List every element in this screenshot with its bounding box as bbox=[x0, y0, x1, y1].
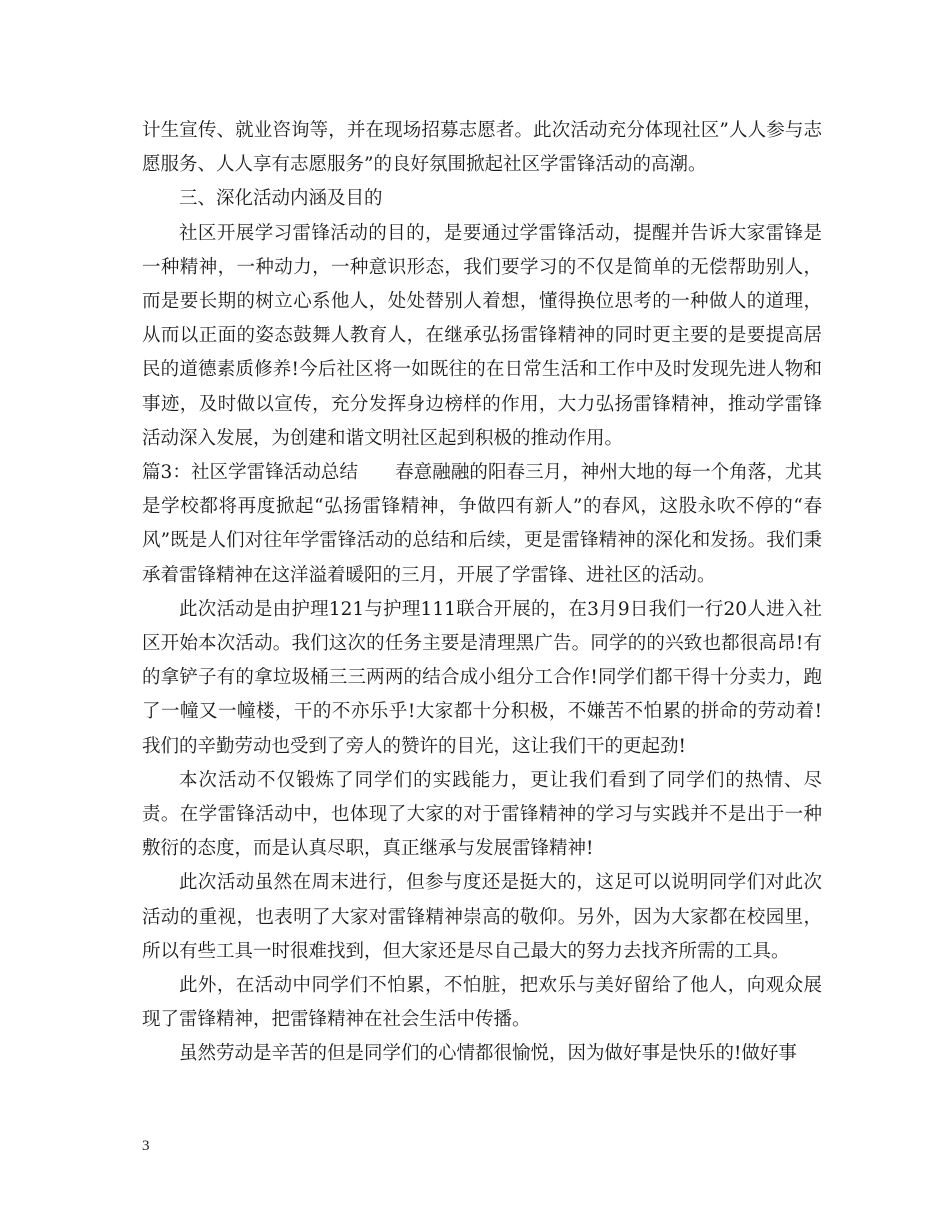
paragraph: 此次活动是由护理121与护理111联合开展的，在3月9日我们一行20人进入社区开始本次活动。我们这次的任务主要是清理黑广告。同学的的兴致也都很高昂!有的拿铲子有的拿垃圾桶三三两两的结合成小组分工合作!同学们都干得十分卖力，跑了一幢又一幢楼，干的不亦乐乎!大家都十分积极，不嫌苦不怕累的拼命的劳动着!我们的辛勤劳动也受到了旁人的赞许的目光，这让我们干的更起劲! bbox=[142, 598, 822, 757]
paragraph: 本次活动不仅锻炼了同学们的实践能力，更让我们看到了同学们的热情、尽责。在学雷锋活动中，也体现了大家的对于雷锋精神的学习与实践并不是出于一种敷衍的态度，而是认真尽职，真正继承与发展雷锋精神! bbox=[142, 769, 822, 860]
page-number: 3 bbox=[142, 1138, 150, 1154]
paragraph: 此外，在活动中同学们不怕累，不怕脏，把欢乐与美好留给了他人，向观众展现了雷锋精神，把雷锋精神在社会生活中传播。 bbox=[142, 975, 822, 1031]
paragraph: 社区开展学习雷锋活动的目的，是要通过学雷锋活动，提醒并告诉大家雷锋是一种精神，一种动力，一种意识形态，我们要学习的不仅是简单的无偿帮助别人，而是要长期的树立心系他人，处处替别人着想，懂得换位思考的一种做人的道理，从而以正面的姿态鼓舞人教育人，在继承弘扬雷锋精神的同时更主要的是要提高居民的道德素质修养!今后社区将一如既往的在日常生活和工作中及时发现先进人物和事迹，及时做以宣传，充分发挥身边榜样的作用，大力弘扬雷锋精神，推动学雷锋活动深入发展，为创建和谐文明社区起到积极的推动作用。 bbox=[142, 222, 822, 449]
paragraph: 虽然劳动是辛苦的但是同学们的心情都很愉悦，因为做好事是快乐的!做好事 bbox=[179, 1043, 797, 1065]
document-body bbox=[142, 114, 822, 1072]
paragraph-continuation: 计生宣传、就业咨询等，并在现场招募志愿者。此次活动充分体现社区”人人参与志愿服务、人人享有志愿服务”的良好氛围掀起社区学雷锋活动的高潮。 bbox=[142, 120, 822, 176]
article-heading-paragraph: 篇3：社区学雷锋活动总结 春意融融的阳春三月，神州大地的每一个角落，尤其是学校都将再度掀起“弘扬雷锋精神，争做四有新人”的春风，这股永吹不停的“春风”既是人们对往年学雷锋活动的总结和后续，更是雷锋精神的深化和发扬。我们秉承着雷锋精神在这洋溢着暖阳的三月，开展了学雷锋、进社区的活动。 bbox=[142, 462, 822, 586]
section-heading: 三、深化活动内涵及目的 bbox=[179, 188, 383, 210]
paragraph: 此次活动虽然在周末进行，但参与度还是挺大的，这足可以说明同学们对此次活动的重视，也表明了大家对雷锋精神崇高的敬仰。另外，因为大家都在校园里，所以有些工具一时很难找到，但大家还是尽自己最大的努力去找齐所需的工具。 bbox=[142, 872, 822, 962]
